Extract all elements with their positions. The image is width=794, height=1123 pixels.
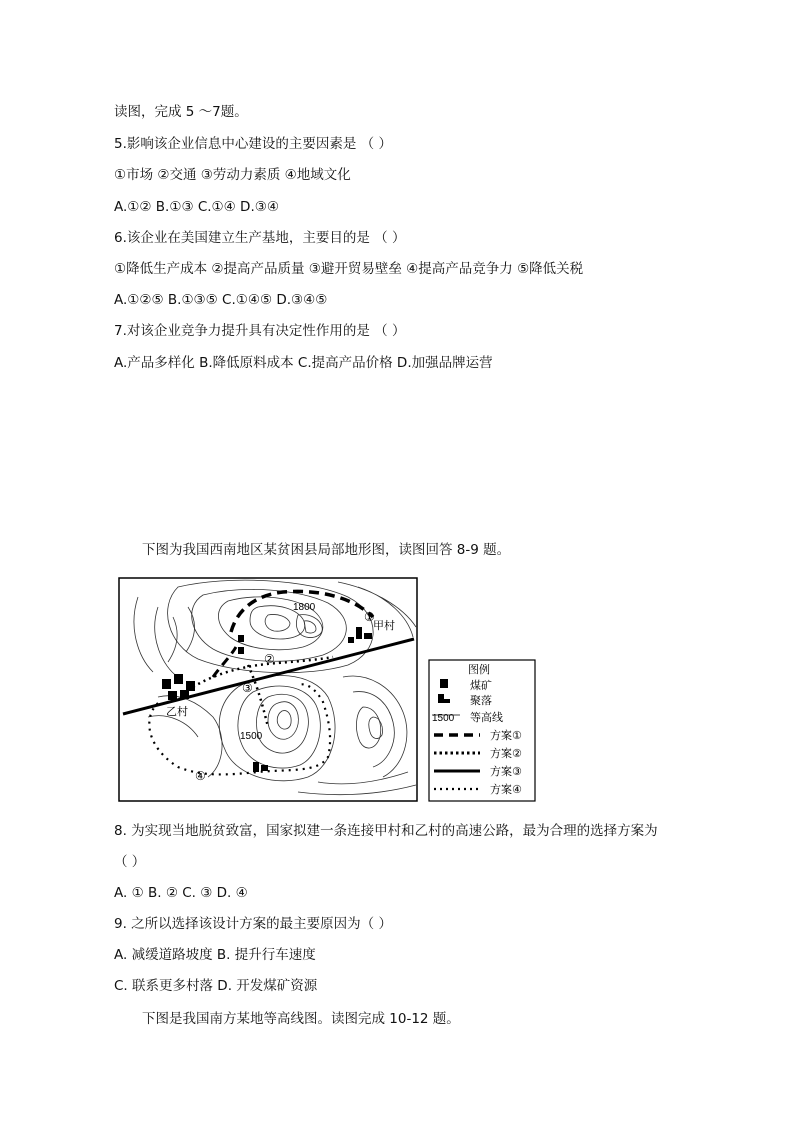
question-9-stem: 9. 之所以选择该设计方案的最主要原因为（ ）: [114, 916, 392, 932]
question-9-options-row1: A. 减缓道路坡度 B. 提升行车速度: [114, 947, 316, 963]
map-legend: [428, 659, 536, 802]
map-route-label-2: ②: [264, 652, 275, 666]
question-6-items: ①降低生产成本 ②提高产品质量 ③避开贸易壁垒 ④提高产品竞争力 ⑤降低关税: [114, 261, 584, 277]
legend-contour-value: 1500: [432, 713, 455, 724]
question-6-options: A.①②⑤ B.①③⑤ C.①④⑤ D.③④⑤: [114, 292, 328, 308]
question-7-stem: 7.对该企业竞争力提升具有决定性作用的是 （ ）: [114, 323, 406, 339]
map-route-label-1: ①: [364, 610, 375, 624]
legend-contour-label: 等高线: [470, 711, 503, 724]
legend-coal-label: 煤矿: [470, 679, 492, 692]
legend-plan4-label: 方案④: [490, 783, 522, 796]
map-label-1800: 1800: [293, 602, 316, 613]
question-5-stem: 5.影响该企业信息中心建设的主要因素是 （ ）: [114, 136, 392, 152]
map-route-label-3: ③: [242, 681, 253, 695]
question-9-options-row2: C. 联系更多村落 D. 开发煤矿资源: [114, 978, 318, 994]
map-label-village-jia: 甲村: [373, 619, 395, 632]
map-label-village-yi: 乙村: [166, 705, 188, 718]
legend-coal-icon: [440, 679, 448, 688]
intro-text-5-7: 读图，完成 5 ～7题。: [114, 104, 248, 120]
question-8-options: A. ① B. ② C. ③ D. ④: [114, 885, 248, 901]
question-5-items: ①市场 ②交通 ③劳动力素质 ④地域文化: [114, 167, 351, 183]
topographic-map: [118, 577, 418, 802]
question-7-options: A.产品多样化 B.降低原料成本 C.提高产品价格 D.加强品牌运营: [114, 355, 493, 371]
legend-plan2-label: 方案②: [490, 747, 522, 760]
intro-text-8-9: 下图为我国西南地区某贫困县局部地形图，读图回答 8-9 题。: [142, 542, 511, 558]
legend-plan1-label: 方案①: [490, 729, 522, 742]
map-label-1500: 1500: [240, 731, 263, 742]
question-8-stem: 8. 为实现当地脱贫致富，国家拟建一条连接甲村和乙村的高速公路，最为合理的选择方案为: [114, 823, 658, 839]
legend-plan3-label: 方案③: [490, 765, 522, 778]
map-route-label-4: ④: [195, 769, 206, 783]
legend-title: 图例: [468, 663, 490, 676]
intro-text-10-12: 下图是我国南方某地等高线图。读图完成 10-12 题。: [142, 1011, 460, 1027]
question-5-options: A.①② B.①③ C.①④ D.③④: [114, 199, 279, 215]
legend-settlement-label: 聚落: [470, 694, 492, 707]
question-8-paren: （ ）: [114, 854, 146, 870]
question-6-stem: 6.该企业在美国建立生产基地，主要目的是 （ ）: [114, 230, 406, 246]
